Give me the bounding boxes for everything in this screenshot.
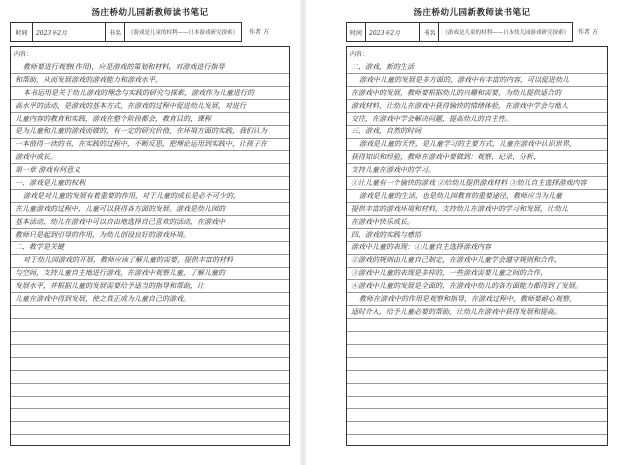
note-line: ①让儿童有一个愉快的游戏 ②给幼儿提供游戏材料 ③幼儿自主选择游戏内容 — [351, 179, 587, 188]
note-line: 一、游戏是儿童的权利 — [15, 179, 85, 188]
note-line: 儿童内容的教育和实践，游戏在整个阶段都会，教育目的，课程 — [15, 114, 211, 123]
note-line: 适时介入，给予儿童必要的帮助，让幼儿在游戏中获得发展和提高。 — [351, 307, 561, 316]
note-line: ④游戏中儿童的发展是全面的，在游戏中幼儿的各方面能力都得到了发展。 — [351, 282, 582, 291]
note-line: 基本活动，幼儿在游戏中可以自由地选择自己喜欢的活动，在游戏中 — [15, 217, 225, 226]
note-line: 是为儿童和儿童的游戏而做的，有一定的研究价值，在环境方面的实践，我们认为 — [15, 127, 267, 136]
date-field: 2023年2月 — [33, 23, 106, 41]
ruled-line — [11, 408, 289, 409]
note-line: 游戏中成长。 — [15, 153, 57, 162]
note-line: 四、游戏的实践与感悟 — [351, 230, 421, 239]
date-field: 2023年2月 — [366, 23, 420, 41]
note-line: 交往，在游戏中学会解决问题，提高幼儿的自主性。 — [351, 114, 512, 123]
note-line: 和帮助，从而发展游戏的游戏能力和游戏水平。 — [15, 75, 162, 84]
ruled-line — [347, 383, 607, 384]
handwritten-notes — [15, 61, 286, 306]
ruled-line — [11, 396, 289, 397]
note-line: 在游戏中的发展，教师要根据幼儿的兴趣和需要，为幼儿提供适合的 — [351, 88, 561, 97]
ruled-line — [11, 331, 289, 332]
signer — [249, 27, 269, 36]
ruled-line — [347, 357, 607, 358]
content-label: 内容： — [14, 51, 33, 58]
ruled-line — [347, 421, 607, 422]
ruled-line — [347, 396, 607, 397]
left-page — [0, 0, 300, 465]
note-line: 在儿童游戏的过程中，儿童可以获得各方面的发展。游戏是幼儿园的 — [15, 204, 225, 213]
note-line: 对于幼儿园游戏的开展，教师应该了解儿童的需要，提供丰富的材料 — [23, 256, 233, 265]
page-title: 汤庄桥幼儿园新教师读书笔记 — [91, 8, 209, 18]
note-line: 教师在游戏中的作用是观察和指导，在游戏过程中，教师要耐心观察， — [359, 295, 576, 304]
note-line: 三、游戏，自然的时间 — [351, 127, 421, 136]
note-line: 获得知识和经验，教师在游戏中要做到：观察、记录、分析、 — [351, 153, 540, 162]
page-title: 汤庄桥幼儿园新教师读书笔记 — [413, 8, 531, 18]
note-line: 提供丰富的游戏环境和材料，支持幼儿在游戏中的学习和发展，让幼儿 — [351, 204, 568, 213]
book-label: 书名 — [420, 23, 439, 41]
note-line: 第一章 游戏有何意义 — [15, 166, 81, 175]
note-line: 二、教学是关键 — [15, 243, 64, 252]
ruled-line — [11, 357, 289, 358]
note-line: 本书运用是关于幼儿游戏的理念与实践的研究与探索，游戏作为儿童进行的 — [23, 88, 254, 97]
ruled-line — [347, 408, 607, 409]
handwritten-notes — [351, 61, 604, 319]
signer-label: 作者 — [249, 29, 262, 36]
ruled-line — [347, 370, 607, 371]
time-label: 时间 — [347, 23, 366, 41]
note-line: 支持儿童在游戏中的学习。 — [351, 166, 435, 175]
signer-name: 方 — [262, 29, 269, 36]
note-line: 高水平的活动，是游戏的基本方式，在游戏的过程中促进幼儿发展，对进行 — [15, 101, 246, 110]
book-gutter — [300, 0, 306, 465]
signer-label: 作者 — [578, 29, 591, 36]
ruled-line — [11, 318, 289, 319]
note-line: 发展水平，并根据儿童的发展需要给予适当的指导和帮助，让 — [15, 282, 204, 291]
note-line: 儿童在游戏中得到发展，使之真正成为儿童自己的游戏。 — [15, 295, 190, 304]
book-title-field: 《游戏是儿童的权利——日本幼儿园游戏研究探索》 — [442, 30, 569, 36]
signer-name: 方 — [591, 29, 598, 36]
content-box — [346, 46, 608, 446]
time-label: 时间 — [11, 23, 33, 41]
note-line: 二、游戏，新的生活 — [351, 63, 414, 71]
note-line: 一本值得一读的书，在实践的过程中，不断反思，把理论运用到实践中，让孩子在 — [15, 140, 267, 149]
ruled-line — [347, 331, 607, 332]
note-line: 教师要进行观察(作用)，应是游戏的策划和材料，对游戏进行指导 — [23, 63, 225, 71]
note-line: ②游戏的规则由儿童自己制定，在游戏中儿童学会遵守规则和合作， — [351, 256, 561, 265]
header-table — [346, 22, 573, 42]
content-label: 内容： — [350, 51, 369, 58]
note-line: 游戏中儿童的发展是多方面的，游戏中有丰富的内容，可以促进幼儿 — [359, 75, 569, 84]
note-line: 游戏材料，让幼儿在游戏中获得愉快的情绪体验，在游戏中学会与他人 — [351, 101, 568, 110]
right-page — [310, 0, 620, 465]
ruled-line — [11, 344, 289, 345]
note-line: 游戏中儿童的表现：①儿童自主选择游戏内容 — [351, 243, 491, 252]
note-line: 游戏是对儿童的发展有着重要的作用，对于儿童的成长是必不可少的， — [23, 191, 240, 200]
book-title-field: 《游戏是儿童的权利——日本游戏研究探索》 — [127, 30, 238, 36]
ruled-line — [11, 421, 289, 422]
ruled-line — [11, 434, 289, 435]
note-line: ③游戏中儿童的表现是多样的，一些游戏需要儿童之间的合作， — [351, 269, 547, 278]
note-line: 与空间，支持儿童自主地进行游戏，在游戏中观察儿童，了解儿童的 — [15, 269, 225, 278]
content-box — [10, 46, 290, 446]
book-label: 书名 — [106, 23, 125, 41]
note-line: 教师只是起到引导的作用，为幼儿创设良好的游戏环境。 — [15, 230, 190, 239]
note-line: 游戏是儿童的天性，是儿童学习的主要方式，儿童在游戏中认识世界， — [359, 140, 576, 149]
ruled-line — [11, 370, 289, 371]
header-table — [10, 22, 242, 42]
ruled-line — [11, 383, 289, 384]
signer — [578, 27, 598, 36]
note-line: 游戏是儿童的生活，也是幼儿园教育的重要途径，教师应当为儿童 — [359, 191, 562, 200]
note-line: 在游戏中快乐成长。 — [351, 217, 414, 226]
ruled-line — [347, 344, 607, 345]
ruled-line — [347, 434, 607, 435]
